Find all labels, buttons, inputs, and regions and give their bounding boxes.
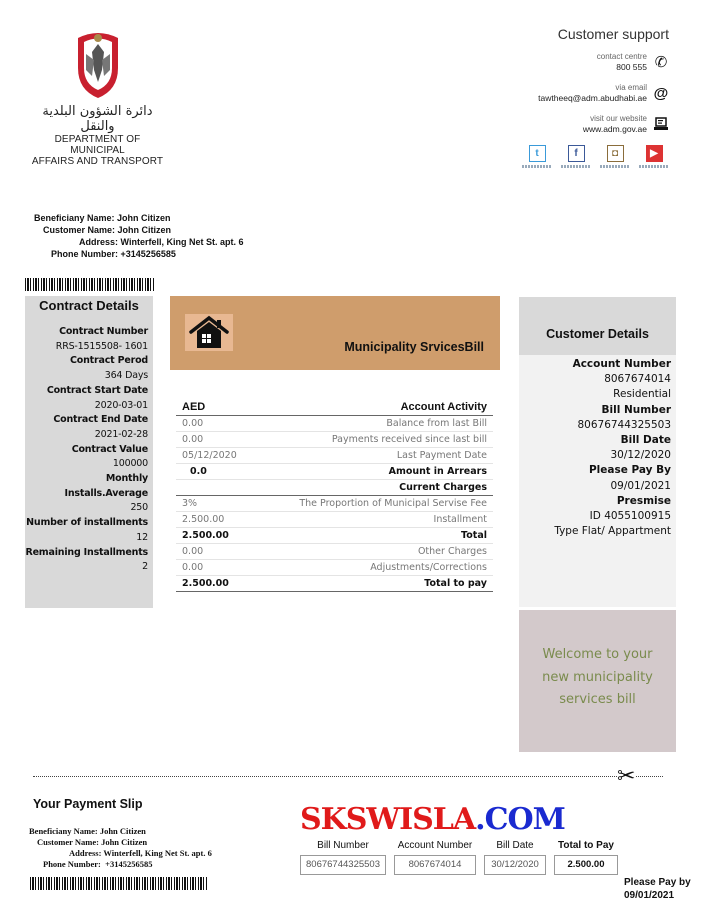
slip-address: Winterfell, King Net St. apt. 6 [103,848,212,858]
beneficiary-name-label: Beneficiany Name: [34,213,115,223]
contract-period: 364 Days [104,370,148,382]
table-row [176,480,493,496]
contract-period-label: Contract Perod [70,355,148,367]
table-row [176,544,493,560]
currency-label: AED [182,401,206,413]
contract-end-label: Contract End Date [53,414,148,426]
row-label: Last Payment Date [396,450,487,461]
row-label: Current Charges [399,482,487,493]
instagram-icon: ◘ [607,145,624,162]
address-label: Address: [79,237,119,247]
slip-bill-date [484,840,546,875]
website-label: visit our website [590,114,647,123]
customer-support [469,26,669,168]
table-row [176,560,493,576]
scissors-icon: ✂ [617,763,636,788]
contract-details-panel [25,296,153,608]
slip-account-field: 8067674014 [394,855,476,875]
table-row [176,496,493,512]
slip-pay-by [624,876,691,902]
bill-date: 30/12/2020 [610,449,671,462]
slip-beneficiary-name: John Citizen [99,826,146,836]
watermark-part2: .COM [475,802,565,837]
slip-bill-date-field: 30/12/2020 [484,855,546,875]
welcome-box [519,610,676,752]
logo-english-line2: AFFAIRS AND TRANSPORT [31,156,164,167]
account-number-label: Account Number [572,358,671,370]
pay-by-date: 09/01/2021 [610,479,671,492]
twitter-link[interactable] [522,145,552,168]
website-contact [469,114,669,135]
youtube-icon: ▶ [646,145,663,162]
payment-slip-title: Your Payment Slip [33,797,143,811]
row-value: 2.500.00 [182,514,225,525]
phone-label: Phone Number: [51,249,119,259]
at-icon: @ [653,84,669,102]
logo-arabic-text: دائرة الشؤون البلدية والنقل [42,104,153,134]
activity-header [176,400,493,416]
website-link[interactable]: www.adm.gov.ae [582,124,647,134]
row-label: The Proportion of Municipal Servise Fee [299,498,487,509]
slip-bill-date-label: Bill Date [496,840,534,851]
department-logo [30,30,165,167]
pay-by-label: Please Pay By [588,464,671,477]
beneficiary-info [34,212,243,260]
slip-pay-by-label: Please Pay by [624,877,691,888]
phone-number: +3145256585 [120,249,176,259]
email-contact [469,83,669,104]
facebook-link[interactable] [561,145,591,168]
support-title: Customer support [557,26,669,42]
address: Winterfell, King Net St. apt. 6 [120,237,244,247]
slip-fields [300,840,620,886]
customer-details-panel [519,297,676,607]
bill-date-label: Bill Date [620,434,671,447]
row-value: 05/12/2020 [182,450,237,461]
account-type: Residential [613,388,671,401]
instagram-link[interactable] [600,145,630,168]
row-value: 0.00 [182,546,204,557]
facebook-icon: f [568,145,585,162]
installments-count-label: Number of installments [26,517,148,529]
customer-name: John Citizen [117,225,172,235]
email-label: via email [615,83,647,92]
twitter-icon: t [529,145,546,162]
welcome-line3: services bill [559,692,636,707]
watermark [300,804,565,836]
remaining-installments: 2 [142,561,148,573]
premise-type: Type Flat/ Appartment [554,525,671,538]
welcome-line1: Welcome to your [542,647,653,662]
account-activity-table [176,400,493,592]
row-value: 3% [182,498,198,509]
row-label: Balance from last Bill [386,418,487,429]
phone-icon: ✆ [654,53,668,71]
premise-id: ID 4055100915 [589,510,671,523]
contact-centre [469,52,669,73]
slip-phone: +3145256585 [105,859,153,869]
slip-bill-number [300,840,386,875]
slip-barcode [30,877,208,890]
cut-line-divider [33,776,663,777]
row-label: Installment [433,514,487,525]
row-label: Total [461,530,487,541]
contract-value-label: Contract Value [71,443,148,455]
social-links [469,145,669,168]
slip-total [554,840,618,875]
row-value: 0.00 [182,562,204,573]
table-row [176,448,493,464]
table-row [176,528,493,544]
customer-details-title: Customer Details [519,297,676,355]
monthly-installs-average: 250 [130,502,148,514]
bill-number: 80676744325503 [577,418,671,431]
table-row [176,416,493,432]
slip-total-field: 2.500.00 [554,855,618,875]
monthly-label-line1: Monthly [105,473,148,485]
customer-name-label: Customer Name: [43,225,116,235]
contract-start-date: 2020-03-01 [94,399,148,411]
slip-beneficiary-info [29,826,212,870]
row-value: 2.500.00 [182,530,229,541]
table-row [176,512,493,528]
barcode [25,278,155,291]
contact-number[interactable]: 800 555 [616,62,647,72]
email-link[interactable]: tawtheeq@adm.abudhabi.ae [538,93,647,103]
slip-bill-number-label: Bill Number [317,840,369,851]
contract-number: RRS-1515508- 1601 [55,340,148,352]
falcon-emblem-icon [74,30,122,100]
row-value: 0.00 [182,418,204,429]
row-value: 0.0 [190,466,207,477]
slip-pay-by-date: 09/01/2021 [624,890,675,901]
table-row [176,464,493,480]
slip-customer-name: John Citizen [101,837,148,847]
slip-beneficiary-label: Beneficiany Name: [29,826,98,836]
installments-count: 12 [136,531,148,543]
row-value: 2.500.00 [182,578,229,589]
bill-header [170,296,500,370]
welcome-line2: new municipality [542,669,653,685]
slip-customer-label: Customer Name: [37,837,99,847]
row-label: Adjustments/Corrections [370,562,487,573]
slip-bill-number-field: 80676744325503 [300,855,386,875]
row-label: Total to pay [424,578,487,589]
slip-phone-label: Phone Number: [43,859,101,869]
contract-number-label: Contract Number [59,326,148,337]
table-row [176,432,493,448]
youtube-link[interactable] [639,145,669,168]
watermark-part1: SKSWISLA [300,802,476,837]
table-row [176,576,493,592]
beneficiary-name: John Citizen [117,213,171,223]
premise-label: Presmise [616,494,671,507]
row-value: 0.00 [182,434,204,445]
bill-number-label: Bill Number [601,403,671,416]
account-number: 8067674014 [604,373,671,386]
slip-account-label: Account Number [397,840,473,851]
bill-title: Municipality SrvicesBill [344,340,484,354]
remaining-installments-label: Remaining Installments [25,546,148,558]
row-label: Other Charges [417,546,487,557]
row-label: Payments received since last bill [331,434,487,445]
contract-end-date: 2021-02-28 [94,428,148,440]
contract-start-label: Contract Start Date [46,384,148,396]
house-icon [185,314,233,351]
slip-total-label: Total to Pay [558,840,614,851]
contract-value: 100000 [112,458,148,470]
slip-account-number [394,840,476,875]
slip-address-label: Address: [69,848,102,858]
logo-english-line1: DEPARTMENT OF MUNICIPAL [54,134,141,156]
activity-title: Account Activity [400,401,487,413]
contract-details-title: Contract Details [39,298,139,313]
contact-label: contact centre [596,52,647,61]
row-label: Amount in Arrears [388,466,487,477]
computer-icon [653,117,669,133]
monthly-label-line2: Installs.Average [64,487,148,499]
